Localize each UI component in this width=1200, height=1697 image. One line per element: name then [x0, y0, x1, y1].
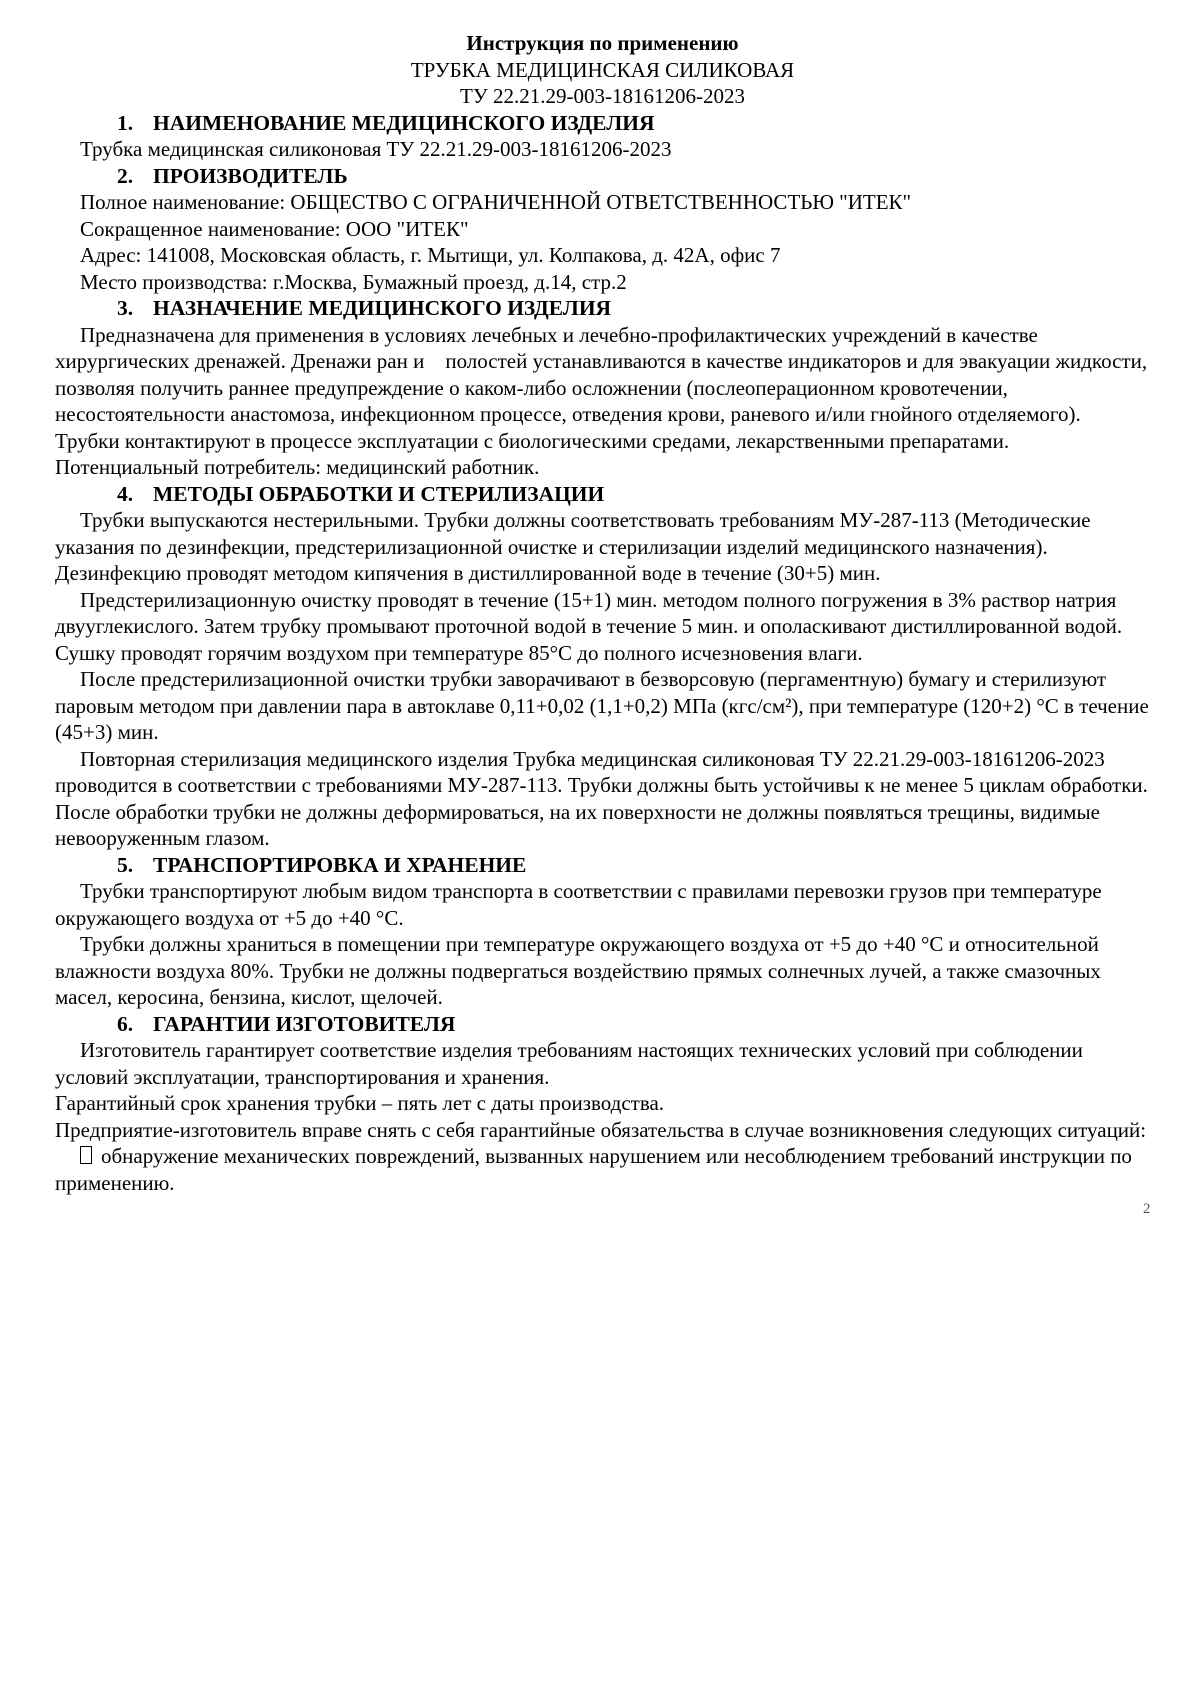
paragraph: Адрес: 141008, Московская область, г. Мытищи, ул. Колпакова, д. 42А, офис 7 [80, 243, 781, 267]
section-processing-sterilization [55, 481, 1155, 852]
section-1-title: НАИМЕНОВАНИЕ МЕДИЦИНСКОГО ИЗДЕЛИЯ [153, 110, 655, 135]
doc-subtitle: ТРУБКА МЕДИЦИНСКАЯ СИЛИКОВАЯ [410, 57, 795, 82]
section-6-title: ГАРАНТИИ ИЗГОТОВИТЕЛЯ [153, 1011, 456, 1036]
missing-glyph-box-icon [80, 1146, 92, 1164]
paragraph: Трубки транспортируют любым видом транспорта в соответствии с правилами перевозки грузов при температуре окружающего воздуха от +5 до +40 °С. [55, 879, 1107, 930]
paragraph: Предприятие-изготовитель вправе снять с себя гарантийные обязательства в случае возникновения следующих ситуаций: [55, 1117, 1147, 1142]
doc-title: Инструкция по применению [466, 31, 739, 55]
paragraph: Гарантийный срок хранения трубки – пять лет с даты производства. [55, 1091, 665, 1115]
section-3-title: НАЗНАЧЕНИЕ МЕДИЦИНСКОГО ИЗДЕЛИЯ [153, 296, 612, 320]
paragraph: Трубки выпускаются нестерильными. Трубки должны соответствовать требованиям МУ-287-113 (Методические указания по дезинфекции, предстерилизационной очистке и стерилизации изделий медицинского назначения). [55, 508, 1096, 559]
section-3-heading [55, 295, 1150, 322]
document-header [55, 30, 1150, 110]
section-6-number: 6. [117, 1011, 134, 1036]
section-4-title: МЕТОДЫ ОБРАБОТКИ И СТЕРИЛИЗАЦИИ [153, 481, 605, 506]
section-manufacturer-warranty [55, 1011, 1150, 1197]
page-number: 2 [1143, 1201, 1151, 1217]
section-1-number: 1. [117, 110, 134, 135]
section-2-title: ПРОИЗВОДИТЕЛЬ [153, 163, 348, 188]
document-page [55, 30, 1155, 1196]
section-6-heading [55, 1011, 1150, 1038]
section-2-heading [55, 163, 1150, 190]
paragraph: Изготовитель гарантирует соответствие изделия требованиям настоящих технических условий при соблюдении условий эксплуатации, транспортирования и хранения. [55, 1038, 1089, 1089]
paragraph: Место производства: г.Москва, Бумажный проезд, д.14, стр.2 [80, 269, 627, 294]
section-purpose [55, 295, 1153, 481]
paragraph: Трубки должны храниться в помещении при температуре окружающего воздуха от +5 до +40 °С и относительной влажности воздуха 80%. Трубки не должны подвергаться воздействию прямых солнечных лучей, а также смазочных масел, керосина, бензина, кислот, щелочей. [55, 932, 1107, 1009]
paragraph: Дезинфекцию проводят методом кипячения в дистиллированной воде в течение (30+5) мин. [55, 561, 881, 585]
section-4-number: 4. [117, 481, 134, 506]
paragraph: Предстерилизационную очистку проводят в течение (15+1) мин. методом полного погружения в 3% раствор натрия двууглекислого. Затем трубку промывают проточной водой в течение 5 мин. и ополаскивают дистиллированной водой. Сушку проводят горячим воздухом при температуре 85°С до полного исчезновения влаги. [55, 587, 1128, 665]
doc-tu-number: ТУ 22.21.29-003-18161206-2023 [460, 84, 745, 108]
section-3-number: 3. [117, 296, 134, 320]
bullet-item-text: обнаружение механических повреждений, вызванных нарушением или несоблюдением требований инструкции по применению. [55, 1144, 1138, 1195]
section-2-number: 2. [117, 163, 134, 188]
paragraph: Полное наименование: ОБЩЕСТВО С ОГРАНИЧЕННОЙ ОТВЕТСТВЕННОСТЬЮ "ИТЕК" [80, 190, 912, 214]
section-4-heading [55, 481, 1150, 508]
section-1-heading [55, 110, 1150, 137]
section-manufacturer [55, 163, 1150, 296]
paragraph: Предназначена для применения в условиях лечебных и лечебно-профилактических учреждений в качестве хирургических дренажей. Дренажи ран и полостей устанавливаются в качестве индикаторов и для эвакуации жидкости, позволяя получить раннее предупреждение о каком-либо осложнении (послеоперационном кровотечении, несостоятельности анастомоза, инфекционном процессе, отведения крови, раневого и/или гнойного отделяемого). Трубки контактируют в процессе эксплуатации с биологическими средами, лекарственными препаратами. Потенциальный потребитель: медицинский работник. [55, 322, 1153, 479]
section-5-heading [55, 852, 1150, 879]
paragraph: Трубка медицинская силиконовая ТУ 22.21.29-003-18161206-2023 [80, 137, 672, 161]
bullet-item [55, 1143, 1150, 1196]
paragraph: После предстерилизационной очистки трубки заворачивают в безворсовую (пергаментную) бумагу и стерилизуют паровым методом при давлении пара в автоклаве 0,11+0,02 (1,1+0,2) МПа (кгс/см²), при температуре (120+2) °С в течение (45+3) мин. [55, 667, 1155, 744]
paragraph: Сокращенное наименование: ООО "ИТЕК" [80, 216, 469, 241]
paragraph: Повторная стерилизация медицинского изделия Трубка медицинская силиконовая ТУ 22.21.29-003-18161206-2023 проводится в соответствии с требованиями МУ-287-113. Трубки должны быть устойчивы к не менее 5 циклам обработки. После обработки трубки не должны деформироваться, на их поверхности не должны появляться трещины, видимые невооруженным глазом. [55, 746, 1154, 850]
section-5-title: ТРАНСПОРТИРОВКА И ХРАНЕНИЕ [153, 852, 527, 877]
section-transport-storage [55, 852, 1150, 1011]
section-5-number: 5. [117, 852, 134, 877]
section-naming [55, 110, 1150, 163]
